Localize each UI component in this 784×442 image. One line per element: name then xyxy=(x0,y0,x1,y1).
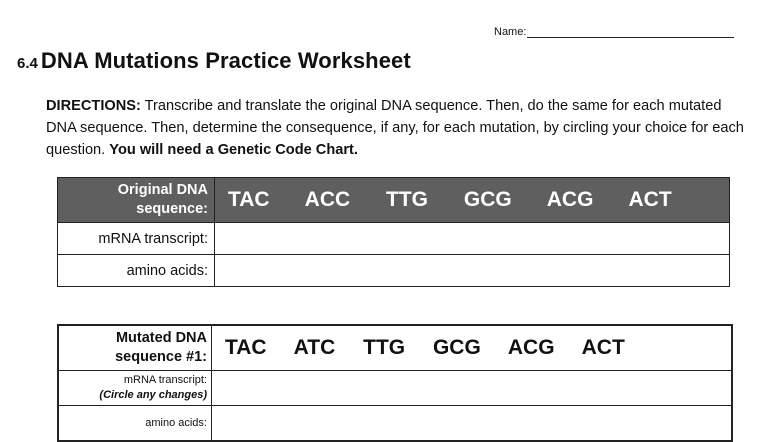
mutated-mrna-row xyxy=(58,371,732,406)
original-dna-label-line1: Original DNA xyxy=(117,182,208,198)
mutated-dna-label-line1: Mutated DNA xyxy=(115,330,207,346)
original-mrna-answer-cell[interactable] xyxy=(215,223,730,255)
codon: ACC xyxy=(304,188,351,211)
page-title xyxy=(17,48,411,74)
name-label: Name: xyxy=(494,26,527,38)
codon: GCG xyxy=(432,336,481,359)
mutated-dna-label-line2: sequence #1: xyxy=(115,349,207,365)
amino-label: amino acids: xyxy=(58,255,215,287)
mutated-mrna-answer-cell[interactable] xyxy=(212,371,733,406)
codon: ACG xyxy=(507,336,555,359)
codon: ACT xyxy=(628,188,672,211)
codon: TAC xyxy=(228,188,270,211)
original-dna-label-line2: sequence: xyxy=(136,201,208,217)
directions-emphasis: You will need a Genetic Code Chart. xyxy=(109,142,358,158)
mutated-sequence-table xyxy=(57,324,733,442)
directions xyxy=(46,95,746,161)
codon: ATC xyxy=(293,336,336,359)
directions-body: Transcribe and translate the original DNA sequence. Then, do the same for each mutated DNA sequence. Then, determine the consequence, if any, for each mutation, by circling your choice for each question. xyxy=(46,98,744,158)
original-dna-row xyxy=(58,178,730,223)
original-sequence-table xyxy=(57,177,730,287)
circle-changes-note: (Circle any changes) xyxy=(99,389,207,401)
mutated-dna-row xyxy=(58,325,732,371)
codon: TTG xyxy=(363,336,406,359)
mutated-codons xyxy=(212,325,733,371)
codon: GCG xyxy=(463,188,512,211)
original-amino-answer-cell[interactable] xyxy=(215,255,730,287)
mutated-mrna-label xyxy=(58,371,212,406)
codon: TAC xyxy=(225,336,267,359)
original-amino-row xyxy=(58,255,730,287)
mrna-label: mRNA transcript: xyxy=(58,223,215,255)
name-field xyxy=(494,26,734,38)
mutated-dna-label xyxy=(58,325,212,371)
codon: ACG xyxy=(546,188,594,211)
mutated-amino-row xyxy=(58,406,732,442)
mutated-amino-label: amino acids: xyxy=(58,406,212,442)
original-dna-label xyxy=(58,178,215,223)
codon: ACT xyxy=(581,336,625,359)
original-codons xyxy=(215,178,730,223)
name-blank-line[interactable] xyxy=(527,26,734,38)
original-mrna-row xyxy=(58,223,730,255)
mutated-mrna-label-text: mRNA transcript: xyxy=(123,374,207,386)
worksheet-title: DNA Mutations Practice Worksheet xyxy=(40,48,411,73)
section-number: 6.4 xyxy=(17,55,38,72)
codon: TTG xyxy=(386,188,429,211)
mutated-amino-answer-cell[interactable] xyxy=(212,406,733,442)
directions-lead: DIRECTIONS: xyxy=(46,98,141,114)
